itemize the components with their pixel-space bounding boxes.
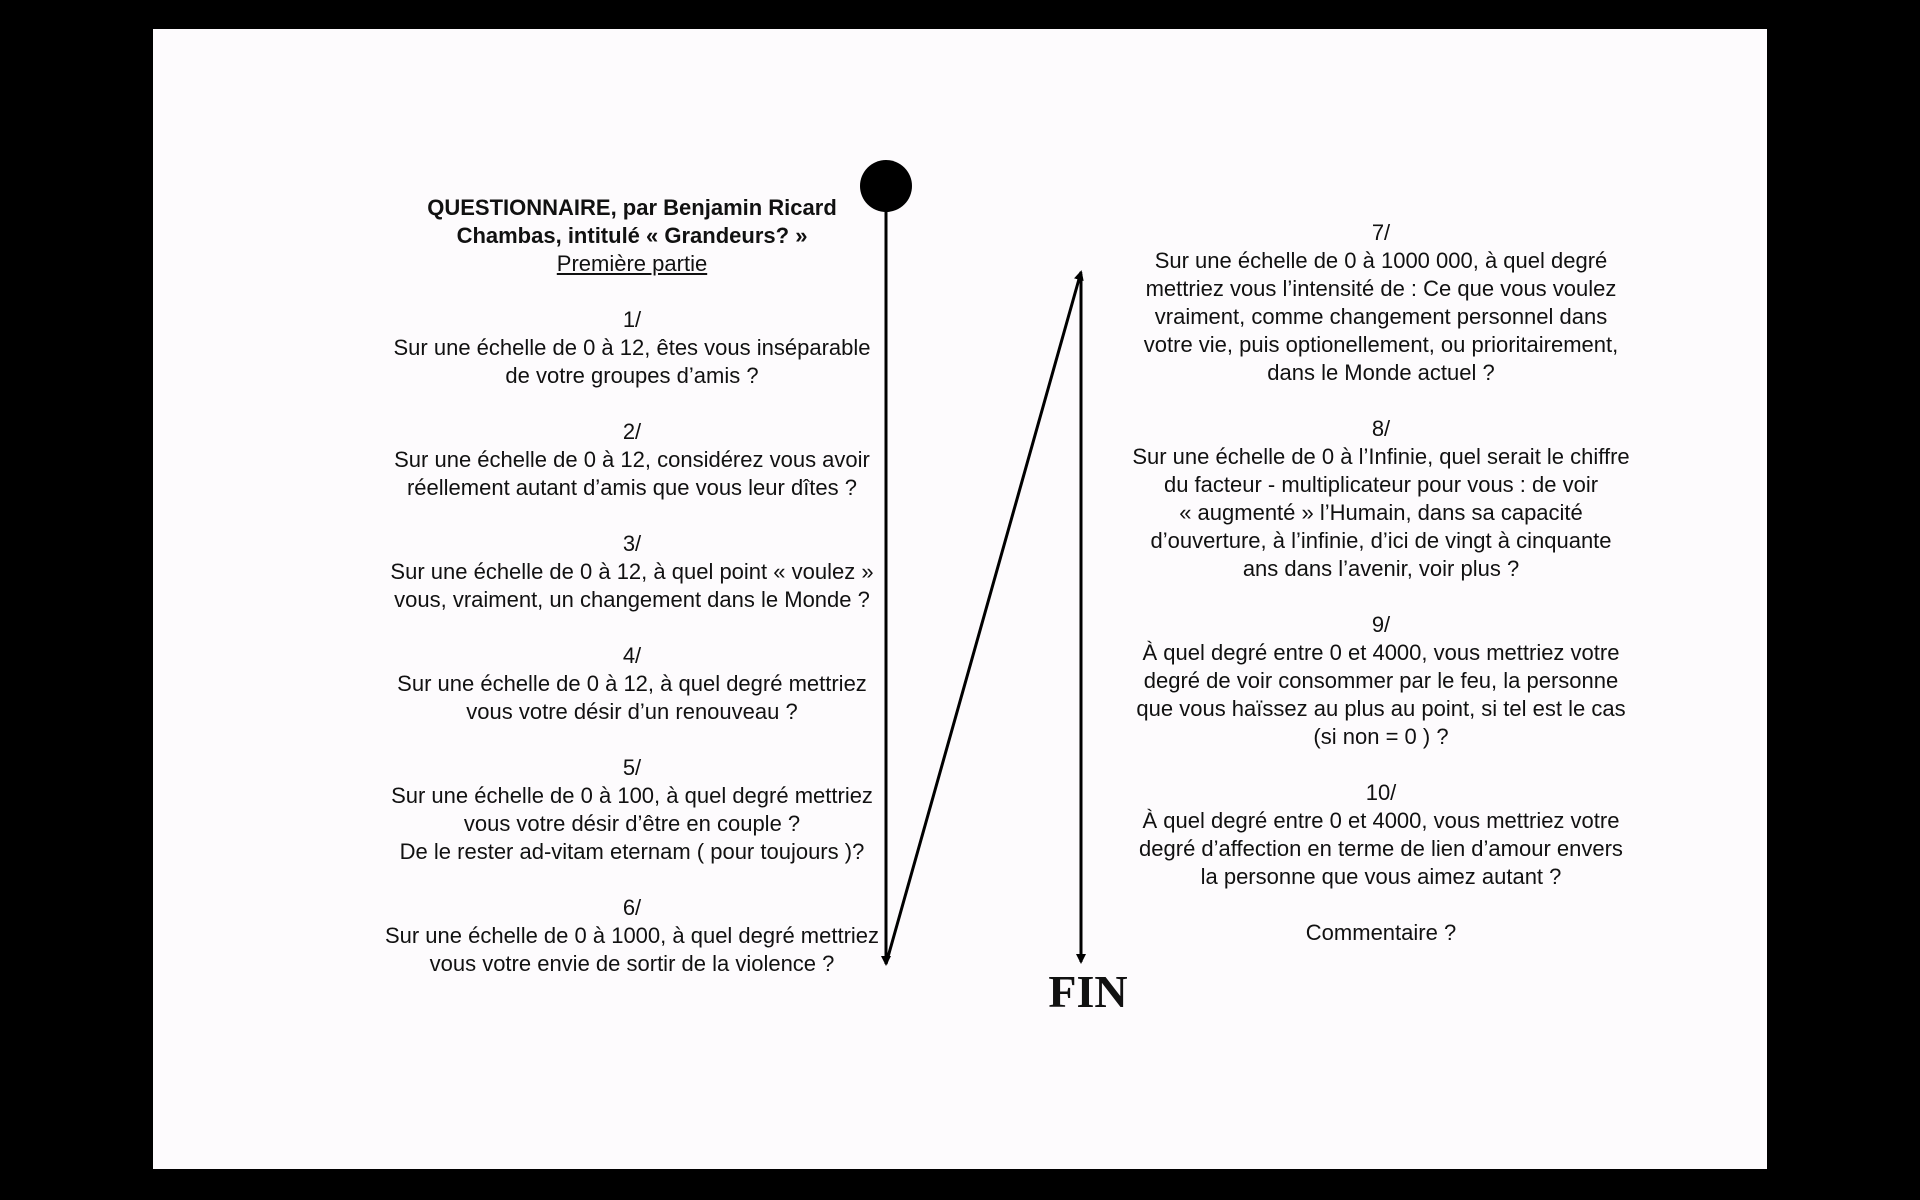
question-number: 5/ [622,755,642,780]
question-text-line: vous, vraiment, un changement dans le Monde ? [394,587,870,612]
question-number: 9/ [1371,612,1391,637]
question-text-line: du facteur - multiplicateur pour vous : de voir [1163,472,1599,497]
question-text-line: mettriez vous l’intensité de : Ce que vous voulez [1145,276,1617,301]
question-text-line: Sur une échelle de 0 à 1000, à quel degré mettriez [384,923,880,948]
question-text-line: Sur une échelle de 0 à 12, à quel degré mettriez [397,671,867,696]
question-10 [1071,779,1691,891]
question-text-line: degré de voir consommer par le feu, la personne [1143,668,1619,693]
question-text-line: Sur une échelle de 0 à 12, à quel point « voulez » [390,559,874,584]
question-text-line: vous votre envie de sortir de la violence ? [429,951,835,976]
question-number: 3/ [622,531,642,556]
question-text-line: d’ouverture, à l’infinie, d’ici de vingt à cinquante [1150,528,1612,553]
question-2 [339,418,925,502]
question-5 [339,754,925,866]
question-4 [339,642,925,726]
question-text-line: vous votre désir d’être en couple ? [463,811,801,836]
fin-label: FIN [1048,966,1128,1017]
left-column [339,194,925,978]
question-9 [1071,611,1691,751]
question-text-line: degré d’affection en terme de lien d’amour envers [1139,836,1623,861]
question-text-line: Sur une échelle de 0 à 12, considérez vous avoir [394,447,870,472]
questionnaire-title: QUESTIONNAIRE, par Benjamin Ricard Chambas, intitulé « Grandeurs? » [427,195,837,248]
question-number: 2/ [622,419,642,444]
question-number: 7/ [1371,220,1391,245]
question-text-line: de votre groupes d’amis ? [505,363,759,388]
slide-page [153,29,1767,1169]
question-number: 4/ [622,643,642,668]
question-text-line: De le rester ad-vitam eternam ( pour toujours )? [399,839,865,864]
question-text-line: vous votre désir d’un renouveau ? [466,699,798,724]
question-6 [339,894,925,978]
question-text-line: que vous haïssez au plus au point, si tel est le cas [1136,696,1626,721]
question-number: 8/ [1371,416,1391,441]
question-text-line: réellement autant d’amis que vous leur dîtes ? [406,475,858,500]
question-text-line: Sur une échelle de 0 à 12, êtes vous inséparable [393,335,871,360]
question-text-line: « augmenté » l’Humain, dans sa capacité [1179,500,1583,525]
question-text-line: Sur une échelle de 0 à 1000 000, à quel degré [1154,248,1608,273]
question-8 [1071,415,1691,583]
title-block [339,194,925,278]
question-text-line: ans dans l’avenir, voir plus ? [1242,556,1520,581]
question-number: 1/ [622,307,642,332]
question-text-line: Sur une échelle de 0 à 100, à quel degré mettriez [391,783,873,808]
question-text-line: la personne que vous aimez autant ? [1200,864,1562,889]
subtitle: Première partie [556,251,708,276]
question-1 [339,306,925,390]
question-text-line: À quel degré entre 0 et 4000, vous mettriez votre [1142,640,1620,665]
question-text-line: vraiment, comme changement personnel dans [1154,304,1608,329]
question-number: 10/ [1365,780,1397,805]
question-text-line: dans le Monde actuel ? [1267,360,1495,385]
question-3 [339,530,925,614]
question-text-line: (si non = 0 ) ? [1313,724,1449,749]
question-text-line: À quel degré entre 0 et 4000, vous mettriez votre [1142,808,1620,833]
question-text-line: Sur une échelle de 0 à l’Infinie, quel serait le chiffre [1132,444,1630,469]
question-number: 6/ [622,895,642,920]
question-text-line: votre vie, puis optionellement, ou prioritairement, [1143,332,1619,357]
question-7 [1071,219,1691,387]
comment-prompt: Commentaire ? [1305,920,1457,945]
right-column [1071,219,1691,947]
